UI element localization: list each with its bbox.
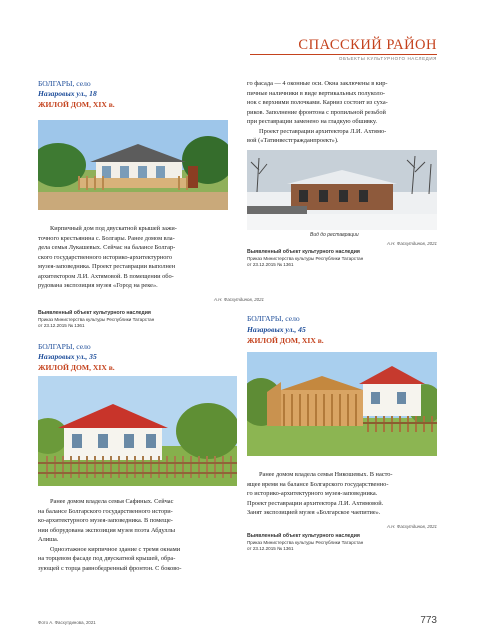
- page-number: 773: [420, 615, 437, 626]
- heritage-title: Выявленный объект культурного наследия: [38, 310, 151, 316]
- entry1-description: [38, 224, 228, 291]
- entry2-location: БОЛГАРЫ, село: [38, 342, 91, 351]
- entry1-location: БОЛГАРЫ, село: [38, 79, 91, 88]
- heritage-title: Выявленный объект культурного наследия: [247, 533, 360, 539]
- entry2-line: нии оборудована экспозиция музея поэта Абдуллы: [38, 526, 176, 534]
- continued-line: вой («Татинвестгражданпроект»).: [247, 137, 339, 144]
- entry3-photo-credit: А.Н. Фасхутдинов, 2021: [386, 524, 437, 529]
- footer-photo-credit: Фото А. Фасхутдинова, 2021: [38, 620, 96, 625]
- entry1-photo-credit: А.Н. Фасхутдинов, 2021: [213, 297, 264, 302]
- entry1-address: Назаровых ул., 18: [38, 89, 97, 98]
- header-rule: [250, 54, 437, 55]
- entry3-line: Проект реставрации архитектора Л.И. Ахтямовой.: [247, 499, 384, 507]
- entry1-line: музея-заповедника. Проект реставрации выполнен: [38, 263, 176, 270]
- photo-caption: Вид до реставрации: [310, 232, 359, 238]
- entry2-line: на торцевом фасаде под двускатной крышей, обра-: [38, 555, 176, 562]
- entry1-title: ЖИЛОЙ ДОМ, XIX в.: [38, 100, 115, 109]
- entry1-line: ского государственного историко-архитектурного: [38, 253, 173, 261]
- entry1-line: дела семья Лукашевых. Сейчас на балансе Болгар-: [38, 244, 176, 251]
- continued-line: нок с верхними полочками. Карниз состоит из суха-: [247, 99, 388, 106]
- right-heritage-status: [247, 249, 437, 268]
- heritage-date: от 23.12.2015 № 1361: [247, 546, 294, 551]
- entry3-line: Занят экспозицией музея «Болгарское чаепитие».: [247, 509, 381, 516]
- entry3-line: ящее время на балансе Болгарского государственно-: [247, 480, 389, 488]
- heritage-order: Приказ Министерства культуры Республики Татарстан: [247, 540, 364, 545]
- entry2-description: [38, 497, 237, 573]
- entry2-title: ЖИЛОЙ ДОМ, XIX в.: [38, 363, 115, 372]
- entry2-line: на балансе Болгарского государственного истори-: [38, 507, 173, 515]
- entry2-line: Алиша.: [38, 536, 59, 543]
- continued-description: [247, 79, 437, 146]
- entry3-address: Назаровых ул., 45: [247, 325, 306, 334]
- heritage-title: Выявленный объект культурного наследия: [247, 249, 360, 255]
- entry3-description: [247, 470, 437, 518]
- entry1-line: архитектором Л.И. Ахтямовой. В помещении обо-: [38, 272, 174, 280]
- entry2-line: зующей с торца равнобедренный фронтон. С боково-: [38, 564, 182, 572]
- entry2-line: Ранее домом владела семья Сафиных. Сейчас: [50, 498, 174, 505]
- district-title: СПАССКИЙ РАЙОН: [298, 37, 437, 53]
- entry1-heritage-status: [38, 310, 228, 329]
- heritage-date: от 23.12.2015 № 1361: [247, 262, 294, 267]
- entry1-line: точного крестьянина с. Болгары. Ранее домом вла-: [38, 234, 175, 242]
- heritage-date: от 23.12.2015 № 1361: [38, 323, 85, 328]
- photo-house-35: [38, 376, 237, 486]
- continued-line: риков. Заполнение фронтона с пропильной резьбой: [247, 108, 386, 116]
- entry2-line: ко-архитектурного музея-заповедника. В помеще-: [38, 517, 173, 524]
- entry3-line: Ранее домом владела семья Никошевых. В насто-: [259, 471, 393, 478]
- right-photo-credit: А.Н. Фасхутдинов, 2021: [386, 241, 437, 246]
- photo-house-18: [38, 120, 228, 210]
- continued-line: пичные наличники в виде вертикальных полуколо-: [247, 89, 385, 97]
- heritage-order: Приказ Министерства культуры Республики Татарстан: [38, 317, 155, 322]
- entry3-title: ЖИЛОЙ ДОМ, XIX в.: [247, 336, 324, 345]
- continued-line: при реставрации заменено на гладкую обшивку.: [247, 118, 378, 125]
- entry3-heritage-status: [247, 533, 437, 552]
- heritage-order: Приказ Министерства культуры Республики Татарстан: [247, 256, 364, 261]
- entry3-line: го историко-архитектурного музея-заповедника.: [247, 490, 378, 497]
- entry2-address: Назаровых ул., 35: [38, 352, 97, 361]
- section-subtitle: ОБЪЕКТЫ КУЛЬТУРНОГО НАСЛЕДИЯ: [338, 56, 437, 61]
- entry1-line: рудована экспозиция музея «Город на реке».: [38, 282, 158, 289]
- continued-line: го фасада — 4 оконные оси. Окна заключены в кир-: [247, 80, 388, 87]
- entry3-location: БОЛГАРЫ, село: [247, 314, 300, 323]
- photo-before-restoration: [247, 150, 437, 230]
- entry1-line: Кирпичный дом под двускатной крышей зажи-: [50, 225, 177, 232]
- photo-house-45: [247, 352, 437, 456]
- continued-line: Проект реставрации архитектора Л.И. Ахтямо-: [259, 127, 387, 135]
- entry2-line: Одноэтажное кирпичное здание с тремя окнами: [50, 545, 181, 553]
